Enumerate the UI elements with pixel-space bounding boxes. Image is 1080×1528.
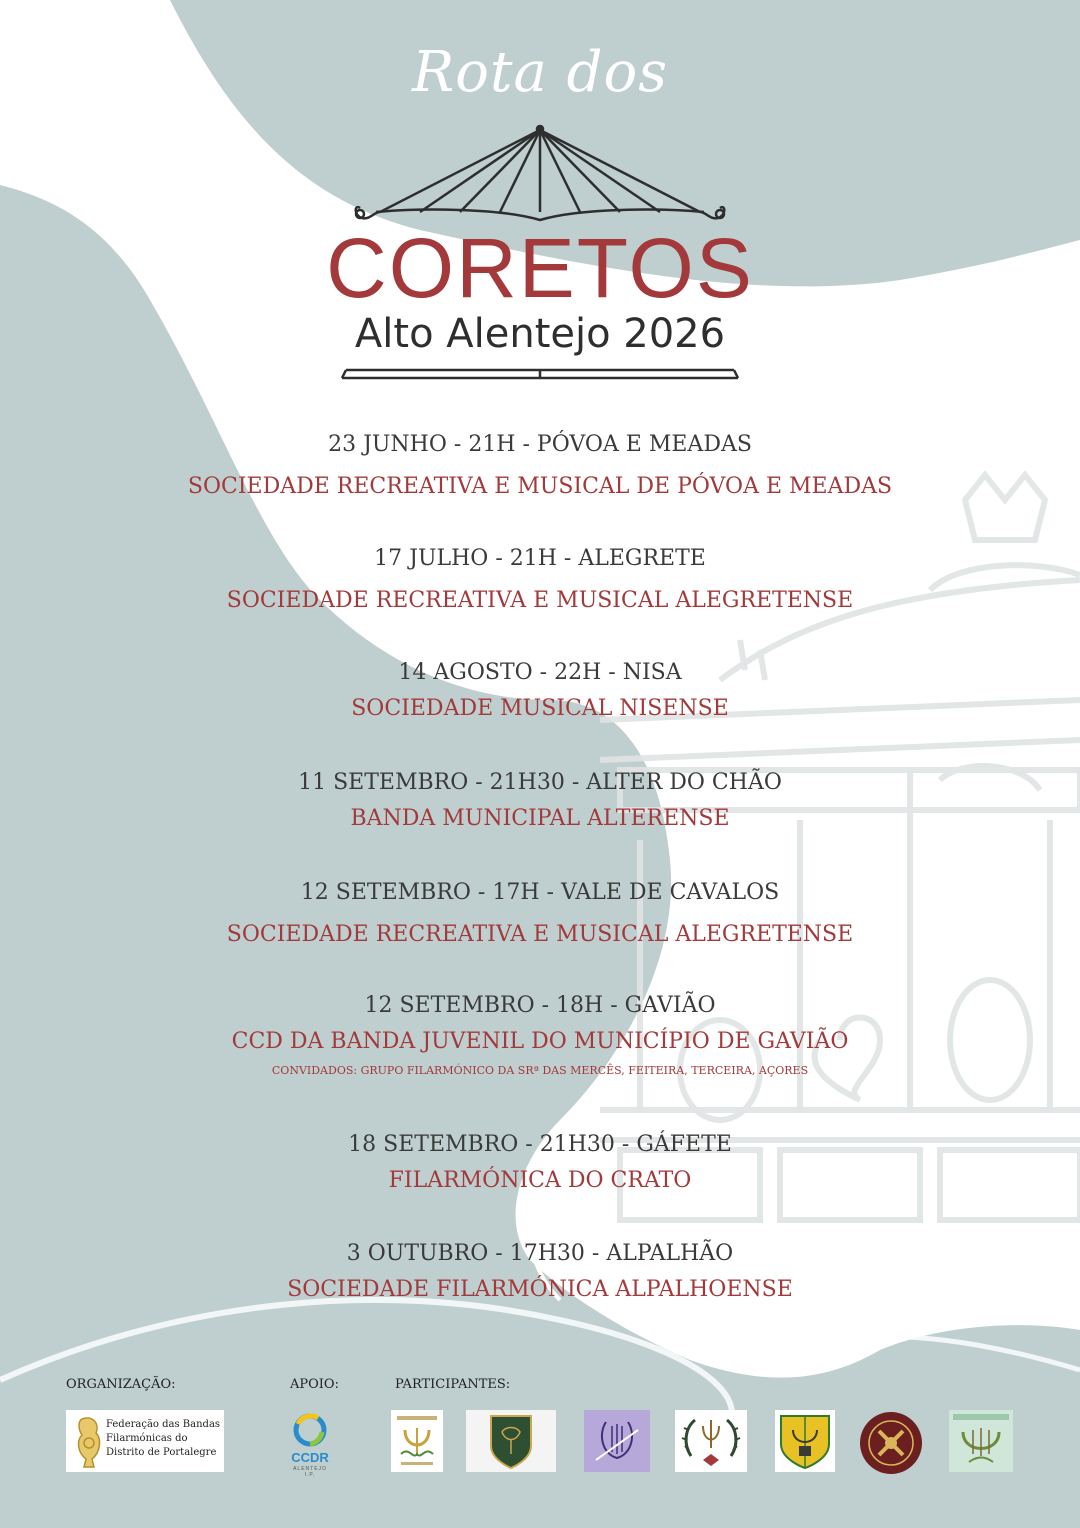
main-title: CORETOS (326, 221, 754, 315)
event-band: SOCIEDADE MUSICAL NISENSE (351, 696, 729, 721)
participant-logo-alterense (675, 1410, 747, 1472)
event-date-time-location: 14 AGOSTO - 22H - NISA (398, 660, 682, 685)
event-date-time-location: 17 JULHO - 21H - ALEGRETE (374, 546, 706, 571)
event-entry (0, 542, 1080, 656)
event-date-time-location: 11 SETEMBRO - 21H30 - ALTER DO CHÃO (298, 770, 782, 795)
event-date-time-location: 12 SETEMBRO - 17H - VALE DE CAVALOS (300, 880, 780, 905)
participant-logo-nisense (584, 1410, 650, 1472)
event-schedule (0, 428, 1080, 1317)
federation-logo (66, 1410, 224, 1472)
participant-logo-povoa-meadas (391, 1410, 443, 1472)
event-band: SOCIEDADE FILARMÓNICA ALPALHOENSE (287, 1277, 793, 1302)
event-band: CCD DA BANDA JUVENIL DO MUNICÍPIO DE GAVIÃO (231, 1029, 849, 1054)
event-band: SOCIEDADE RECREATIVA E MUSICAL DE PÓVOA E MEADAS (187, 474, 893, 499)
apoio-label: APOIO: (290, 1377, 339, 1392)
event-entry (0, 428, 1080, 542)
participant-logo-gaviao (775, 1410, 835, 1472)
event-entry (0, 989, 1080, 1128)
event-date-time-location: 3 OUTUBRO - 17H30 - ALPALHÃO (346, 1241, 734, 1266)
event-entry (0, 1128, 1080, 1237)
script-title: Rota dos (412, 40, 668, 105)
event-guests-note: CONVIDADOS: GRUPO FILARMÓNICO DA SRª DAS MERCÊS, FEITEIRA, TERCEIRA, AÇORES (271, 1064, 809, 1077)
participantes-label: PARTICIPANTES: (395, 1377, 511, 1392)
participant-logo-crato (858, 1410, 924, 1472)
event-date-time-location: 12 SETEMBRO - 18H - GAVIÃO (364, 993, 716, 1018)
subtitle: Alto Alentejo 2026 (354, 311, 726, 357)
event-entry (0, 876, 1080, 989)
participant-logo-alpalhoense (949, 1410, 1013, 1472)
event-band: BANDA MUNICIPAL ALTERENSE (350, 806, 730, 831)
event-band: SOCIEDADE RECREATIVA E MUSICAL ALEGRETENSE (226, 922, 854, 947)
kiosk-roof-icon (340, 124, 740, 228)
kiosk-base-icon (340, 364, 740, 382)
event-entry (0, 1237, 1080, 1317)
ccdr-logo-subtext: ALENTEJO I.P. (293, 1466, 327, 1478)
event-entry (0, 766, 1080, 876)
event-date-time-location: 18 SETEMBRO - 21H30 - GÁFETE (348, 1132, 732, 1157)
ccdr-logo (288, 1410, 332, 1478)
event-band: FILARMÓNICA DO CRATO (388, 1168, 692, 1193)
participant-logo-alegretense (466, 1410, 556, 1472)
event-entry (0, 656, 1080, 766)
ccdr-logo-text: CCDR (291, 1450, 329, 1465)
event-date-time-location: 23 JUNHO - 21H - PÓVOA E MEADAS (328, 432, 752, 457)
federation-logo-text: Federação das Bandas Filarmónicas do Distrito de Portalegre (106, 1419, 221, 1458)
organizacao-label: ORGANIZAÇÃO: (66, 1377, 176, 1392)
event-band: SOCIEDADE RECREATIVA E MUSICAL ALEGRETENSE (226, 588, 854, 613)
